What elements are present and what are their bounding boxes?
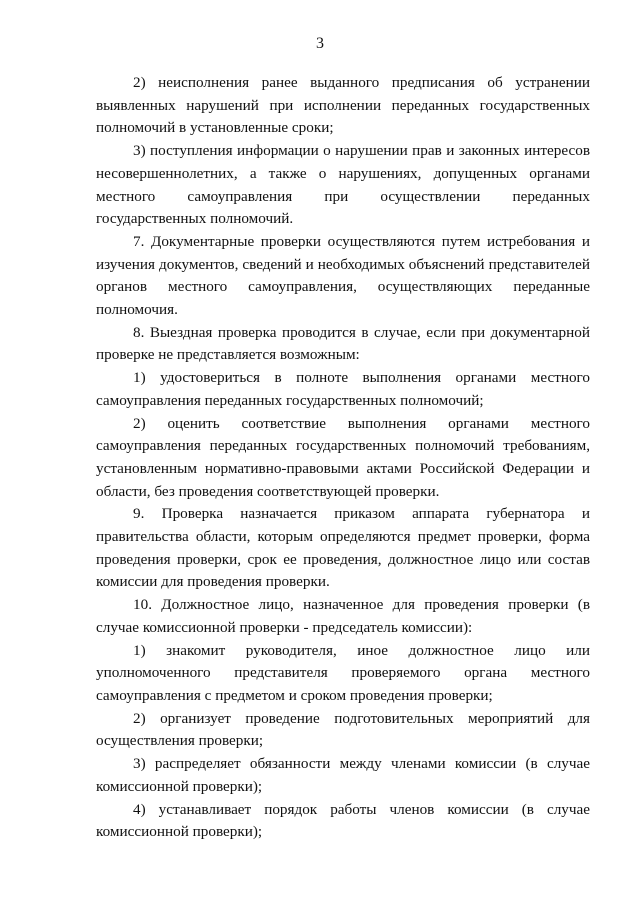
paragraph-10-official-duties: 10. Должностное лицо, назначенное для проведения проверки (в случае комиссионной проверки - председатель комиссии):: [96, 596, 590, 636]
paragraph-8-item-2: 2) оценить соответствие выполнения органами местного самоуправления переданных государственных полномочий требованиям, установленным нормативно-правовыми актами Российской Федерации и области, без проведения соответствующей проверки.: [96, 414, 590, 500]
page-number: 3: [316, 35, 324, 52]
paragraph-item-2-nonfulfillment: 2) неисполнения ранее выданного предписания об устранении выявленных нарушений при исполнении переданных государственных полномочий в установленные сроки;: [96, 74, 590, 137]
paragraph-item-3-information-receipt: 3) поступления информации о нарушении прав и законных интересов несовершеннолетних, а также о нарушениях, допущенных органами местного самоуправления при осуществлении переданных государственных полномочий.: [96, 142, 590, 228]
paragraph-10-item-4: 4) устанавливает порядок работы членов комиссии (в случае комиссионной проверки);: [96, 800, 590, 841]
document-body: [96, 72, 590, 844]
paragraph-8-item-1: 1) удостовериться в полноте выполнения органами местного самоуправления переданных государственных полномочий;: [96, 369, 590, 409]
paragraph-8-onsite-check: 8. Выездная проверка проводится в случае, если при документарной проверке не представляется возможным:: [96, 323, 590, 364]
paragraph-10-item-3: 3) распределяет обязанности между членами комиссии (в случае комиссионной проверки);: [96, 755, 590, 795]
paragraph-9-check-appointment: 9. Проверка назначается приказом аппарата губернатора и правительства области, которым определяются предмет проверки, форма проведения проверки, срок ее проведения, должностное лицо или состав комиссии для проведения проверки.: [96, 505, 590, 591]
paragraph-10-item-2: 2) организует проведение подготовительных мероприятий для осуществления проверки;: [96, 709, 590, 750]
paragraph-7-documentary-checks: 7. Документарные проверки осуществляются путем истребования и изучения документов, сведений и необходимых объяснений представителей органов местного самоуправления, осуществляющих переданные полномочия.: [96, 232, 590, 319]
paragraph-10-item-1: 1) знакомит руководителя, иное должностное лицо или уполномоченного представителя проверяемого органа местного самоуправления с предметом и сроком проведения проверки;: [96, 641, 590, 704]
